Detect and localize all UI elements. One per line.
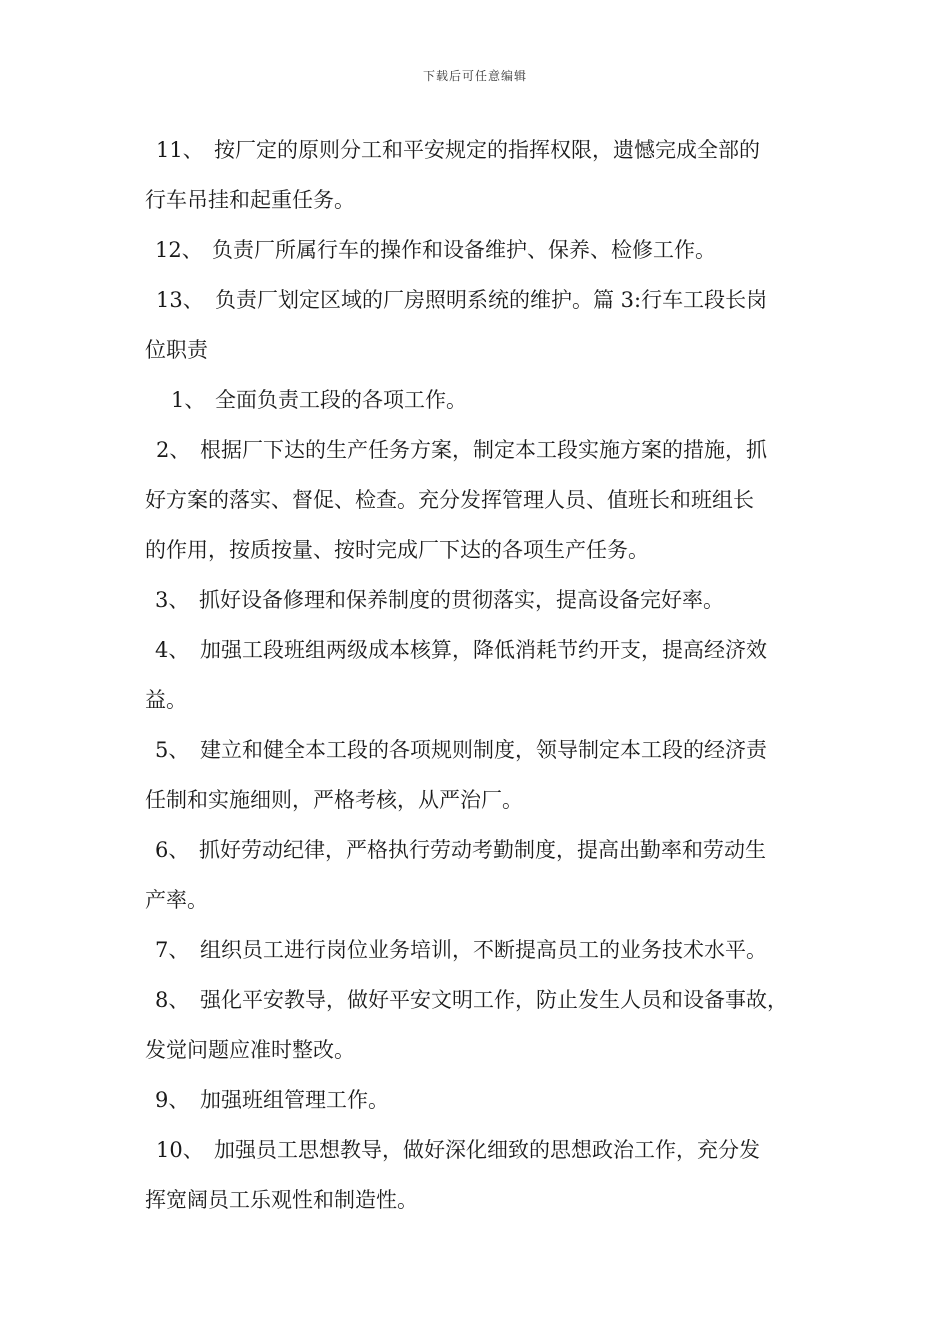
item-text: 根据厂下达的生产任务方案，制定本工段实施方案的措施，抓 — [200, 438, 767, 462]
item-text: 按厂定的原则分工和平安规定的指挥权限，遗憾完成全部的 — [214, 138, 760, 162]
list-item-4 — [145, 630, 767, 670]
list-item-13 — [145, 280, 767, 320]
list-item-8-continued — [145, 1030, 355, 1070]
list-item-6 — [145, 830, 766, 870]
list-item-11-continued — [145, 180, 355, 220]
item-text: 抓好劳动纪律，严格执行劳动考勤制度，提高出勤率和劳动生 — [199, 838, 766, 862]
item-number: 12、 — [155, 238, 203, 262]
list-item-10-continued — [145, 1180, 418, 1220]
item-number: 7、 — [155, 938, 190, 962]
item-text: 负责厂所属行车的操作和设备维护、保养、检修工作。 — [212, 238, 716, 262]
item-number: 1、 — [171, 388, 206, 412]
item-text: 发觉问题应准时整改。 — [145, 1038, 355, 1062]
item-text: 好方案的落实、督促、检查。充分发挥管理人员、值班长和班组长 — [145, 488, 754, 512]
item-number: 9、 — [155, 1088, 190, 1112]
list-item-13-continued — [145, 330, 208, 370]
item-text: 组织员工进行岗位业务培训，不断提高员工的业务技术水平。 — [200, 938, 767, 962]
item-text: 全面负责工段的各项工作。 — [215, 388, 467, 412]
list-item-11 — [145, 130, 760, 170]
item-number: 5、 — [155, 738, 190, 762]
item-number: 13、 — [156, 288, 204, 312]
item-text: 挥宽阔员工乐观性和制造性。 — [145, 1188, 418, 1212]
item-number: 10、 — [156, 1138, 204, 1162]
list-item-6-continued — [145, 880, 208, 920]
item-number: 3、 — [155, 588, 190, 612]
list-item-5 — [145, 730, 767, 770]
item-text: 加强班组管理工作。 — [200, 1088, 389, 1112]
item-text: 的作用，按质按量、按时完成厂下达的各项生产任务。 — [145, 538, 649, 562]
list-item-8 — [145, 980, 788, 1020]
item-text: 任制和实施细则，严格考核，从严治厂。 — [145, 788, 523, 812]
list-item-2 — [145, 430, 767, 470]
list-item-4-continued — [145, 680, 187, 720]
item-text: 加强工段班组两级成本核算，降低消耗节约开支，提高经济效 — [200, 638, 767, 662]
item-text: 强化平安教导，做好平安文明工作，防止发生人员和设备事故， — [200, 988, 788, 1012]
item-number: 4、 — [155, 638, 190, 662]
item-text: 建立和健全本工段的各项规则制度，领导制定本工段的经济责 — [200, 738, 767, 762]
item-text: 负责厂划定区域的厂房照明系统的维护。篇 3:行车工段长岗 — [215, 288, 768, 312]
list-item-3 — [145, 580, 724, 620]
page-header-note: 下载后可任意编辑 — [422, 69, 527, 83]
list-item-2-continued — [145, 530, 649, 570]
item-text: 产率。 — [145, 888, 208, 912]
item-number: 11、 — [156, 138, 204, 162]
list-item-1 — [145, 380, 467, 420]
item-text: 加强员工思想教导，做好深化细致的思想政治工作，充分发 — [214, 1138, 760, 1162]
item-number: 8、 — [155, 988, 190, 1012]
item-text: 抓好设备修理和保养制度的贯彻落实，提高设备完好率。 — [199, 588, 724, 612]
list-item-7 — [145, 930, 767, 970]
item-number: 6、 — [155, 838, 190, 862]
item-number: 2、 — [156, 438, 191, 462]
list-item-5-continued — [145, 780, 523, 820]
item-text: 位职责 — [145, 338, 208, 362]
list-item-2-continued — [145, 480, 754, 520]
list-item-12 — [145, 230, 716, 270]
list-item-9 — [145, 1080, 389, 1120]
item-text: 益。 — [145, 688, 187, 712]
item-text: 行车吊挂和起重任务。 — [145, 188, 355, 212]
list-item-10 — [145, 1130, 760, 1170]
